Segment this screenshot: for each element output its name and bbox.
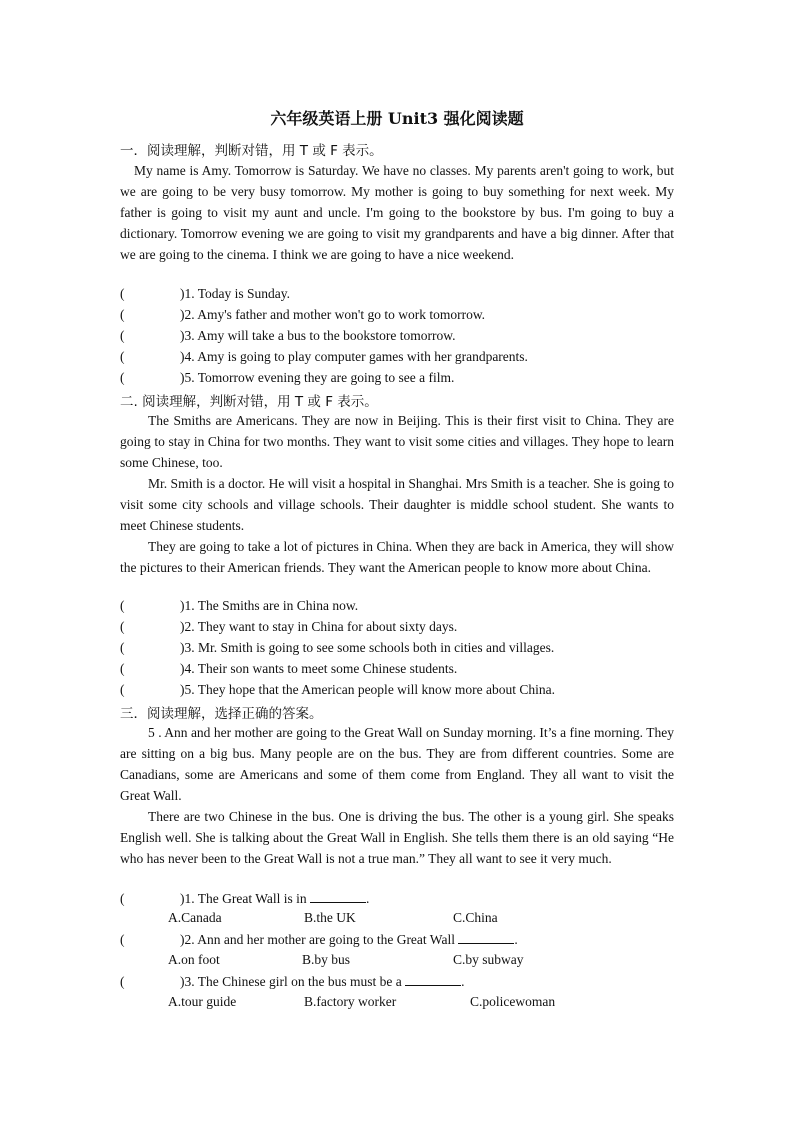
- s3-q1-option-a: A.Canada: [168, 910, 222, 925]
- s3-q3-option-b: B.factory worker: [304, 994, 397, 1009]
- s2-question-4: ( )4. Their son wants to meet some Chinese students.: [120, 661, 458, 676]
- s3-q2-option-b: B.by bus: [302, 952, 351, 967]
- s3-q1-option-c: C.China: [453, 910, 498, 925]
- s2-question-5: ( )5. They hope that the American people will know more about China.: [120, 682, 556, 697]
- s3-q1-option-b: B.the UK: [304, 910, 356, 925]
- section3-paragraph-1: 5 . Ann and her mother are going to the Great Wall on Sunday morning. It’s a fine morning. They are sitting on a big bus. Many people are on the bus. They are from different countries. Some are Canadians, some are Americans and some of them come from England. They all want to visit the Great Wall.: [120, 725, 674, 803]
- s2-question-1: ( )1. The Smiths are in China now.: [120, 598, 359, 613]
- s1-question-4: ( )4. Amy is going to play computer games with her grandparents.: [120, 349, 528, 364]
- s3-q3-option-a: A.tour guide: [168, 994, 237, 1009]
- s2-question-3: ( )3. Mr. Smith is going to see some schools both in cities and villages.: [120, 640, 555, 655]
- s3-question-1: ( )1. The Great Wall is in .: [120, 891, 370, 906]
- s1-question-2: ( )2. Amy's father and mother won't go to work tomorrow.: [120, 307, 486, 322]
- section3-heading: 三．阅读理解，选择正确的答案。: [120, 706, 323, 722]
- answer-blank[interactable]: [458, 931, 514, 944]
- answer-blank[interactable]: [405, 973, 461, 986]
- s3-q2-option-c: C.by subway: [453, 952, 524, 967]
- section2-paragraph-3: They are going to take a lot of pictures in China. When they are back in America, they will show the pictures to their American friends. They want the American people to know more about China.: [120, 539, 674, 575]
- s1-question-3: ( )3. Amy will take a bus to the bookstore tomorrow.: [120, 328, 456, 343]
- s3-q2-option-a: A.on foot: [168, 952, 220, 967]
- s1-question-5: ( )5. Tomorrow evening they are going to see a film.: [120, 370, 455, 385]
- section1-heading: 一．阅读理解，判断对错，用 T 或 F 表示。: [120, 143, 383, 159]
- s3-q3-option-c: C.policewoman: [470, 994, 556, 1009]
- section2-paragraph-2: Mr. Smith is a doctor. He will visit a hospital in Shanghai. Mrs Smith is a teacher. She is going to visit some city schools and village schools. Their daughter is middle school student. She wants to meet Chinese students.: [120, 476, 674, 533]
- s1-question-1: ( )1. Today is Sunday.: [120, 286, 291, 301]
- answer-blank[interactable]: [310, 890, 366, 903]
- section1-passage: My name is Amy. Tomorrow is Saturday. We have no classes. My parents aren't going to work, but we are going to be very busy tomorrow. My mother is going to buy something for next week. My father is going to visit my aunt and uncle. I'm going to the bookstore by bus. I'm going to buy a dictionary. Tomorrow evening we are going to visit my grandparents and have a big dinner. After that we are going to the cinema. I think we are going to have a nice weekend.: [120, 163, 674, 262]
- page-title: 六年级英语上册 Unit3 强化阅读题: [270, 109, 524, 128]
- section2-paragraph-1: The Smiths are Americans. They are now in Beijing. This is their first visit to China. They are going to stay in China for two months. They want to visit some cities and villages. They hope to learn some Chinese, too.: [120, 413, 674, 470]
- s3-question-2: ( )2. Ann and her mother are going to the Great Wall .: [120, 932, 518, 947]
- section3-paragraph-2: There are two Chinese in the bus. One is driving the bus. The other is a young girl. She speaks English well. She is talking about the Great Wall in English. She tells them there is an old saying “He who has never been to the Great Wall is not a true man.” They all want to see it very much.: [120, 809, 674, 866]
- section2-heading: 二. 阅读理解，判断对错，用 T 或 F 表示。: [120, 394, 378, 410]
- s3-question-3: ( )3. The Chinese girl on the bus must be a .: [120, 974, 465, 989]
- s2-question-2: ( )2. They want to stay in China for about sixty days.: [120, 619, 458, 634]
